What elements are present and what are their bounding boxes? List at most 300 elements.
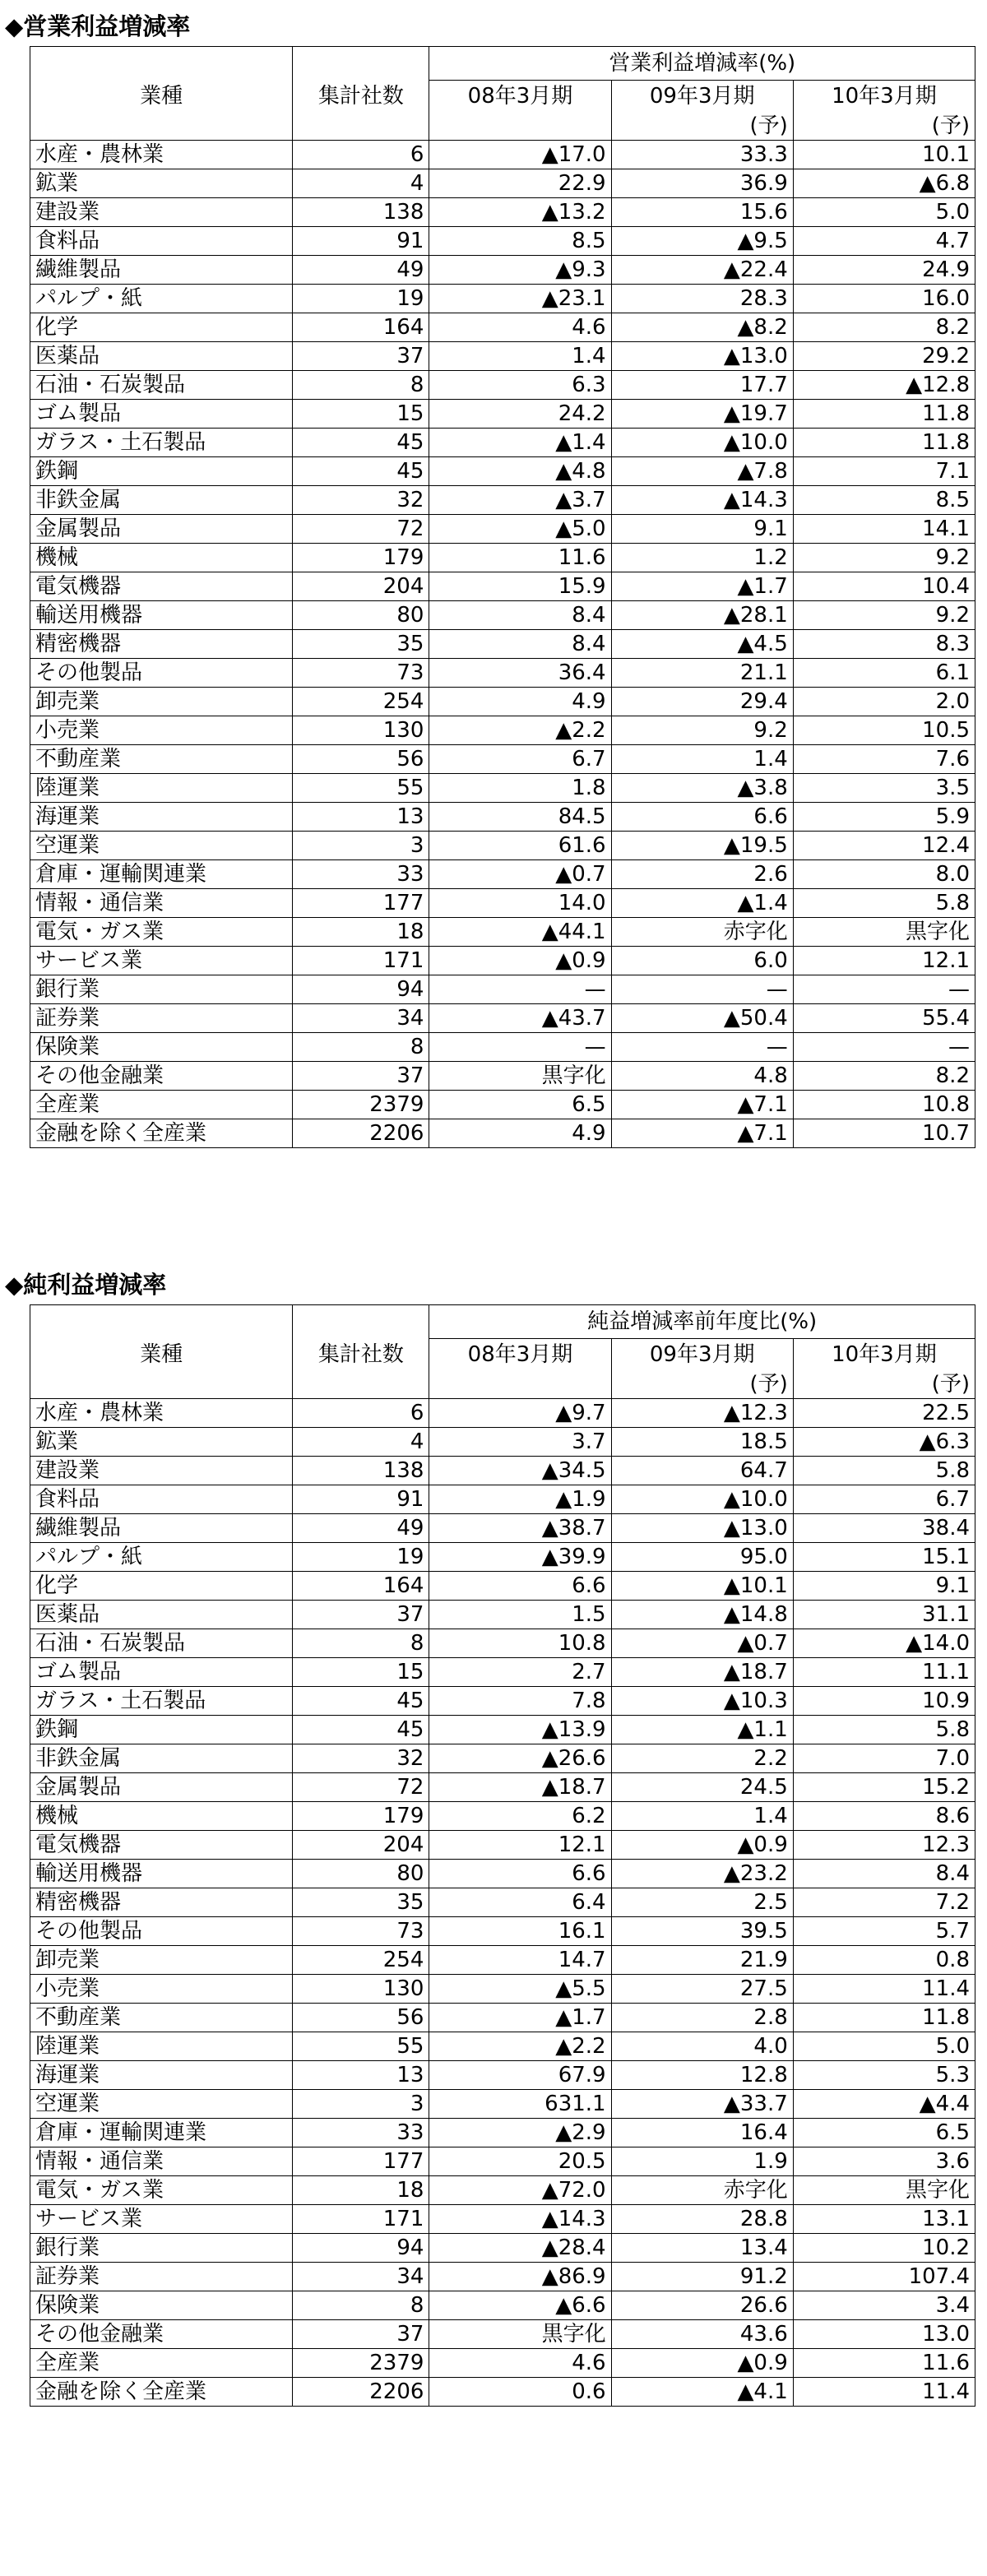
count-cell: 13 xyxy=(293,803,429,832)
value-cell: ▲14.0 xyxy=(793,1629,975,1658)
industry-cell: 輸送用機器 xyxy=(30,601,293,630)
value-cell: ▲6.8 xyxy=(793,169,975,198)
value-cell: 67.9 xyxy=(429,2061,611,2090)
value-cell: 21.1 xyxy=(611,659,793,688)
value-cell: 10.9 xyxy=(793,1687,975,1716)
value-cell: 11.4 xyxy=(793,2378,975,2407)
industry-cell: 鉄鋼 xyxy=(30,1716,293,1744)
table-row xyxy=(30,2147,975,2176)
table-row xyxy=(30,572,975,601)
value-cell: ▲2.2 xyxy=(429,716,611,745)
table-row xyxy=(30,889,975,918)
table-row xyxy=(30,2263,975,2291)
value-cell: ▲23.2 xyxy=(611,1860,793,1888)
value-cell: 4.7 xyxy=(793,227,975,256)
count-cell: 80 xyxy=(293,1860,429,1888)
count-cell: 33 xyxy=(293,860,429,889)
count-cell: 3 xyxy=(293,2090,429,2119)
count-cell: 171 xyxy=(293,2205,429,2234)
count-cell: 72 xyxy=(293,515,429,544)
value-cell: ▲9.7 xyxy=(429,1399,611,1428)
value-cell: ▲0.9 xyxy=(611,2349,793,2378)
forecast-mark: (予) xyxy=(793,112,975,141)
value-cell: ▲50.4 xyxy=(611,1004,793,1033)
value-cell: ▲18.7 xyxy=(429,1773,611,1802)
industry-cell: 小売業 xyxy=(30,716,293,745)
value-cell: 17.7 xyxy=(611,371,793,400)
value-cell: 赤字化 xyxy=(611,2176,793,2205)
count-cell: 34 xyxy=(293,1004,429,1033)
forecast-mark: (予) xyxy=(611,112,793,141)
value-cell: ▲1.7 xyxy=(429,2004,611,2032)
value-cell: 27.5 xyxy=(611,1975,793,2004)
value-cell: ▲0.7 xyxy=(611,1629,793,1658)
value-cell: 8.2 xyxy=(793,313,975,342)
value-cell: 0.8 xyxy=(793,1946,975,1975)
table-row xyxy=(30,659,975,688)
value-cell: 9.2 xyxy=(611,716,793,745)
table-row xyxy=(30,457,975,486)
value-cell: — xyxy=(611,1033,793,1062)
value-cell: 6.6 xyxy=(429,1572,611,1601)
forecast-mark xyxy=(429,112,611,141)
value-cell: 8.3 xyxy=(793,630,975,659)
value-cell: 8.2 xyxy=(793,1062,975,1091)
table-row xyxy=(30,1629,975,1658)
value-cell: 1.5 xyxy=(429,1601,611,1629)
value-cell: ▲14.3 xyxy=(611,486,793,515)
value-cell: 10.1 xyxy=(793,141,975,169)
value-cell: ▲14.8 xyxy=(611,1601,793,1629)
industry-cell: 金融を除く全産業 xyxy=(30,2378,293,2407)
table-row xyxy=(30,342,975,371)
table-row xyxy=(30,947,975,975)
count-cell: 179 xyxy=(293,1802,429,1831)
value-cell: ▲0.7 xyxy=(429,860,611,889)
industry-cell: 石油・石炭製品 xyxy=(30,1629,293,1658)
value-cell: 5.8 xyxy=(793,889,975,918)
value-cell: 黒字化 xyxy=(793,2176,975,2205)
net-profit-table xyxy=(30,1304,975,2407)
value-cell: — xyxy=(793,1033,975,1062)
industry-cell: 不動産業 xyxy=(30,2004,293,2032)
industry-cell: 情報・通信業 xyxy=(30,2147,293,2176)
value-cell: 33.3 xyxy=(611,141,793,169)
count-cell: 37 xyxy=(293,1062,429,1091)
value-cell: ▲9.5 xyxy=(611,227,793,256)
industry-cell: 電気・ガス業 xyxy=(30,918,293,947)
value-cell: ▲43.7 xyxy=(429,1004,611,1033)
value-cell: 1.2 xyxy=(611,544,793,572)
count-header: 集計社数 xyxy=(293,1339,429,1371)
value-cell: ▲13.0 xyxy=(611,1514,793,1543)
forecast-mark: (予) xyxy=(611,1370,793,1399)
table-row xyxy=(30,1033,975,1062)
industry-cell: 鉱業 xyxy=(30,1428,293,1457)
industry-cell: 倉庫・運輸関連業 xyxy=(30,860,293,889)
value-cell: ▲5.5 xyxy=(429,1975,611,2004)
value-cell: 2.2 xyxy=(611,1744,793,1773)
count-cell: 15 xyxy=(293,1658,429,1687)
count-cell: 91 xyxy=(293,1485,429,1514)
group-header: 営業利益増減率(%) xyxy=(429,47,975,81)
header-cell xyxy=(30,112,293,141)
value-cell: 31.1 xyxy=(793,1601,975,1629)
count-cell: 32 xyxy=(293,486,429,515)
value-cell: 10.8 xyxy=(793,1091,975,1119)
net-profit-title: ◆純利益増減率 xyxy=(5,1271,167,1299)
value-cell: 5.8 xyxy=(793,1457,975,1485)
value-cell: 2.0 xyxy=(793,688,975,716)
count-cell: 130 xyxy=(293,1975,429,2004)
table-row xyxy=(30,313,975,342)
count-cell: 8 xyxy=(293,371,429,400)
period-header: 10年3月期 xyxy=(793,1339,975,1371)
count-cell: 164 xyxy=(293,313,429,342)
industry-cell: 不動産業 xyxy=(30,745,293,774)
industry-cell: 海運業 xyxy=(30,803,293,832)
count-cell: 35 xyxy=(293,1888,429,1917)
count-cell: 204 xyxy=(293,1831,429,1860)
value-cell: ▲44.1 xyxy=(429,918,611,947)
industry-cell: 鉱業 xyxy=(30,169,293,198)
value-cell: 9.1 xyxy=(611,515,793,544)
table-row xyxy=(30,1888,975,1917)
industry-cell: 銀行業 xyxy=(30,975,293,1004)
industry-cell: サービス業 xyxy=(30,947,293,975)
table-row xyxy=(30,745,975,774)
count-cell: 171 xyxy=(293,947,429,975)
count-cell: 138 xyxy=(293,198,429,227)
table-row xyxy=(30,975,975,1004)
value-cell: 12.4 xyxy=(793,832,975,860)
header-cell xyxy=(293,1370,429,1399)
value-cell: 1.4 xyxy=(429,342,611,371)
count-cell: 13 xyxy=(293,2061,429,2090)
count-cell: 19 xyxy=(293,1543,429,1572)
count-cell: 37 xyxy=(293,2320,429,2349)
value-cell: ▲22.4 xyxy=(611,256,793,285)
count-cell: 2206 xyxy=(293,1119,429,1148)
value-cell: 5.0 xyxy=(793,2032,975,2061)
group-header: 純益増減率前年度比(%) xyxy=(429,1305,975,1339)
industry-cell: 銀行業 xyxy=(30,2234,293,2263)
value-cell: 2.6 xyxy=(611,860,793,889)
value-cell: 8.0 xyxy=(793,860,975,889)
period-header: 10年3月期 xyxy=(793,81,975,113)
table-row xyxy=(30,918,975,947)
industry-cell: 電気機器 xyxy=(30,1831,293,1860)
value-cell: 64.7 xyxy=(611,1457,793,1485)
value-cell: 1.9 xyxy=(611,2147,793,2176)
value-cell: 1.8 xyxy=(429,774,611,803)
table-row xyxy=(30,256,975,285)
value-cell: 91.2 xyxy=(611,2263,793,2291)
count-cell: 55 xyxy=(293,2032,429,2061)
value-cell: ▲4.4 xyxy=(793,2090,975,2119)
value-cell: 11.8 xyxy=(793,429,975,457)
value-cell: 7.0 xyxy=(793,1744,975,1773)
industry-cell: 建設業 xyxy=(30,1457,293,1485)
table-row xyxy=(30,1716,975,1744)
value-cell: 10.4 xyxy=(793,572,975,601)
value-cell: 1.4 xyxy=(611,745,793,774)
value-cell: 29.2 xyxy=(793,342,975,371)
value-cell: 11.6 xyxy=(793,2349,975,2378)
value-cell: 13.0 xyxy=(793,2320,975,2349)
table-row xyxy=(30,1946,975,1975)
table-row xyxy=(30,1572,975,1601)
count-cell: 179 xyxy=(293,544,429,572)
value-cell: ▲17.0 xyxy=(429,141,611,169)
value-cell: 28.8 xyxy=(611,2205,793,2234)
industry-cell: 食料品 xyxy=(30,227,293,256)
value-cell: ▲3.7 xyxy=(429,486,611,515)
value-cell: 10.8 xyxy=(429,1629,611,1658)
value-cell: 22.9 xyxy=(429,169,611,198)
industry-cell: 金属製品 xyxy=(30,515,293,544)
table-row xyxy=(30,198,975,227)
industry-cell: 化学 xyxy=(30,1572,293,1601)
value-cell: 14.7 xyxy=(429,1946,611,1975)
count-cell: 94 xyxy=(293,975,429,1004)
table-row xyxy=(30,285,975,313)
value-cell: ▲1.4 xyxy=(611,889,793,918)
value-cell: 36.4 xyxy=(429,659,611,688)
industry-cell: 水産・農林業 xyxy=(30,1399,293,1428)
value-cell: 24.2 xyxy=(429,400,611,429)
value-cell: ▲23.1 xyxy=(429,285,611,313)
value-cell: 8.4 xyxy=(793,1860,975,1888)
value-cell: ▲1.1 xyxy=(611,1716,793,1744)
count-cell: 18 xyxy=(293,2176,429,2205)
value-cell: ▲28.4 xyxy=(429,2234,611,2263)
count-cell: 130 xyxy=(293,716,429,745)
value-cell: 0.6 xyxy=(429,2378,611,2407)
count-cell: 177 xyxy=(293,889,429,918)
table-row xyxy=(30,1744,975,1773)
count-cell: 49 xyxy=(293,256,429,285)
table-row xyxy=(30,227,975,256)
count-cell: 91 xyxy=(293,227,429,256)
value-cell: 16.1 xyxy=(429,1917,611,1946)
value-cell: 39.5 xyxy=(611,1917,793,1946)
value-cell: 12.3 xyxy=(793,1831,975,1860)
value-cell: 5.0 xyxy=(793,198,975,227)
table-row xyxy=(30,1917,975,1946)
value-cell: 29.4 xyxy=(611,688,793,716)
value-cell: 黒字化 xyxy=(429,1062,611,1091)
count-cell: 49 xyxy=(293,1514,429,1543)
table-row xyxy=(30,1773,975,1802)
table-row xyxy=(30,1601,975,1629)
value-cell: 11.8 xyxy=(793,2004,975,2032)
industry-cell: ゴム製品 xyxy=(30,1658,293,1687)
value-cell: ▲39.9 xyxy=(429,1543,611,1572)
industry-cell: 空運業 xyxy=(30,832,293,860)
industry-cell: 全産業 xyxy=(30,1091,293,1119)
count-cell: 72 xyxy=(293,1773,429,1802)
industry-cell: パルプ・紙 xyxy=(30,285,293,313)
period-header: 08年3月期 xyxy=(429,1339,611,1371)
value-cell: ▲1.7 xyxy=(611,572,793,601)
industry-cell: 食料品 xyxy=(30,1485,293,1514)
table-row xyxy=(30,630,975,659)
value-cell: ▲14.3 xyxy=(429,2205,611,2234)
count-cell: 2379 xyxy=(293,2349,429,2378)
industry-cell: 倉庫・運輸関連業 xyxy=(30,2119,293,2147)
value-cell: 9.1 xyxy=(793,1572,975,1601)
value-cell: 16.4 xyxy=(611,2119,793,2147)
value-cell: 6.3 xyxy=(429,371,611,400)
count-cell: 73 xyxy=(293,659,429,688)
value-cell: ▲10.3 xyxy=(611,1687,793,1716)
value-cell: 9.2 xyxy=(793,601,975,630)
value-cell: ▲6.6 xyxy=(429,2291,611,2320)
value-cell: 7.2 xyxy=(793,1888,975,1917)
count-cell: 37 xyxy=(293,342,429,371)
table-row xyxy=(30,169,975,198)
table-row xyxy=(30,774,975,803)
industry-cell: 非鉄金属 xyxy=(30,486,293,515)
count-cell: 18 xyxy=(293,918,429,947)
value-cell: ▲8.2 xyxy=(611,313,793,342)
value-cell: 6.6 xyxy=(429,1860,611,1888)
industry-cell: 証券業 xyxy=(30,1004,293,1033)
table-row xyxy=(30,141,975,169)
value-cell: 8.4 xyxy=(429,601,611,630)
industry-cell: 陸運業 xyxy=(30,774,293,803)
industry-cell: 電気・ガス業 xyxy=(30,2176,293,2205)
value-cell: 2.5 xyxy=(611,1888,793,1917)
value-cell: 55.4 xyxy=(793,1004,975,1033)
value-cell: 14.1 xyxy=(793,515,975,544)
value-cell: ▲13.9 xyxy=(429,1716,611,1744)
value-cell: 24.5 xyxy=(611,1773,793,1802)
value-cell: — xyxy=(611,975,793,1004)
count-cell: 45 xyxy=(293,1716,429,1744)
count-cell: 3 xyxy=(293,832,429,860)
industry-cell: 精密機器 xyxy=(30,630,293,659)
industry-cell: その他金融業 xyxy=(30,2320,293,2349)
industry-cell: 電気機器 xyxy=(30,572,293,601)
table-row xyxy=(30,2205,975,2234)
industry-cell: 機械 xyxy=(30,1802,293,1831)
value-cell: 5.7 xyxy=(793,1917,975,1946)
count-cell: 8 xyxy=(293,1033,429,1062)
value-cell: 95.0 xyxy=(611,1543,793,1572)
table-row xyxy=(30,1119,975,1148)
table-row xyxy=(30,544,975,572)
count-cell: 56 xyxy=(293,745,429,774)
value-cell: ▲38.7 xyxy=(429,1514,611,1543)
table-row xyxy=(30,2090,975,2119)
industry-cell: 水産・農林業 xyxy=(30,141,293,169)
count-cell: 19 xyxy=(293,285,429,313)
value-cell: 4.6 xyxy=(429,2349,611,2378)
count-cell: 45 xyxy=(293,429,429,457)
value-cell: ▲19.7 xyxy=(611,400,793,429)
count-cell: 45 xyxy=(293,1687,429,1716)
value-cell: ▲72.0 xyxy=(429,2176,611,2205)
table-row xyxy=(30,429,975,457)
value-cell: — xyxy=(429,975,611,1004)
value-cell: 1.4 xyxy=(611,1802,793,1831)
table-row xyxy=(30,688,975,716)
value-cell: 8.5 xyxy=(429,227,611,256)
value-cell: 12.1 xyxy=(429,1831,611,1860)
value-cell: 黒字化 xyxy=(429,2320,611,2349)
table-row xyxy=(30,400,975,429)
industry-cell: 繊維製品 xyxy=(30,256,293,285)
value-cell: 10.7 xyxy=(793,1119,975,1148)
value-cell: 11.1 xyxy=(793,1658,975,1687)
industry-cell: 金属製品 xyxy=(30,1773,293,1802)
industry-cell: 精密機器 xyxy=(30,1888,293,1917)
count-cell: 37 xyxy=(293,1601,429,1629)
value-cell: 6.4 xyxy=(429,1888,611,1917)
value-cell: ▲1.4 xyxy=(429,429,611,457)
value-cell: 4.8 xyxy=(611,1062,793,1091)
value-cell: 6.7 xyxy=(429,745,611,774)
value-cell: ▲2.9 xyxy=(429,2119,611,2147)
table-row xyxy=(30,860,975,889)
value-cell: 11.8 xyxy=(793,400,975,429)
count-cell: 2206 xyxy=(293,2378,429,2407)
count-cell: 34 xyxy=(293,2263,429,2291)
value-cell: 8.5 xyxy=(793,486,975,515)
industry-cell: 金融を除く全産業 xyxy=(30,1119,293,1148)
table-row xyxy=(30,1004,975,1033)
value-cell: 12.1 xyxy=(793,947,975,975)
table-row xyxy=(30,2378,975,2407)
table-row xyxy=(30,2004,975,2032)
header-cell xyxy=(293,47,429,81)
value-cell: 12.8 xyxy=(611,2061,793,2090)
value-cell: 赤字化 xyxy=(611,918,793,947)
value-cell: 6.6 xyxy=(611,803,793,832)
value-cell: 3.7 xyxy=(429,1428,611,1457)
value-cell: 2.8 xyxy=(611,2004,793,2032)
value-cell: ▲34.5 xyxy=(429,1457,611,1485)
value-cell: ▲28.1 xyxy=(611,601,793,630)
industry-cell: 保険業 xyxy=(30,1033,293,1062)
count-cell: 6 xyxy=(293,141,429,169)
forecast-mark: (予) xyxy=(793,1370,975,1399)
value-cell: 6.2 xyxy=(429,1802,611,1831)
value-cell: ▲4.5 xyxy=(611,630,793,659)
value-cell: 6.0 xyxy=(611,947,793,975)
period-header: 09年3月期 xyxy=(611,81,793,113)
value-cell: 18.5 xyxy=(611,1428,793,1457)
industry-cell: 医薬品 xyxy=(30,342,293,371)
value-cell: 11.6 xyxy=(429,544,611,572)
value-cell: 6.5 xyxy=(793,2119,975,2147)
value-cell: 11.4 xyxy=(793,1975,975,2004)
industry-cell: 建設業 xyxy=(30,198,293,227)
industry-cell: 鉄鋼 xyxy=(30,457,293,486)
value-cell: 4.0 xyxy=(611,2032,793,2061)
value-cell: 8.4 xyxy=(429,630,611,659)
industry-header: 業種 xyxy=(30,1339,293,1371)
value-cell: 22.5 xyxy=(793,1399,975,1428)
table-row xyxy=(30,716,975,745)
industry-cell: 機械 xyxy=(30,544,293,572)
value-cell: ▲7.1 xyxy=(611,1119,793,1148)
value-cell: 10.2 xyxy=(793,2234,975,2263)
value-cell: 20.5 xyxy=(429,2147,611,2176)
period-header: 09年3月期 xyxy=(611,1339,793,1371)
